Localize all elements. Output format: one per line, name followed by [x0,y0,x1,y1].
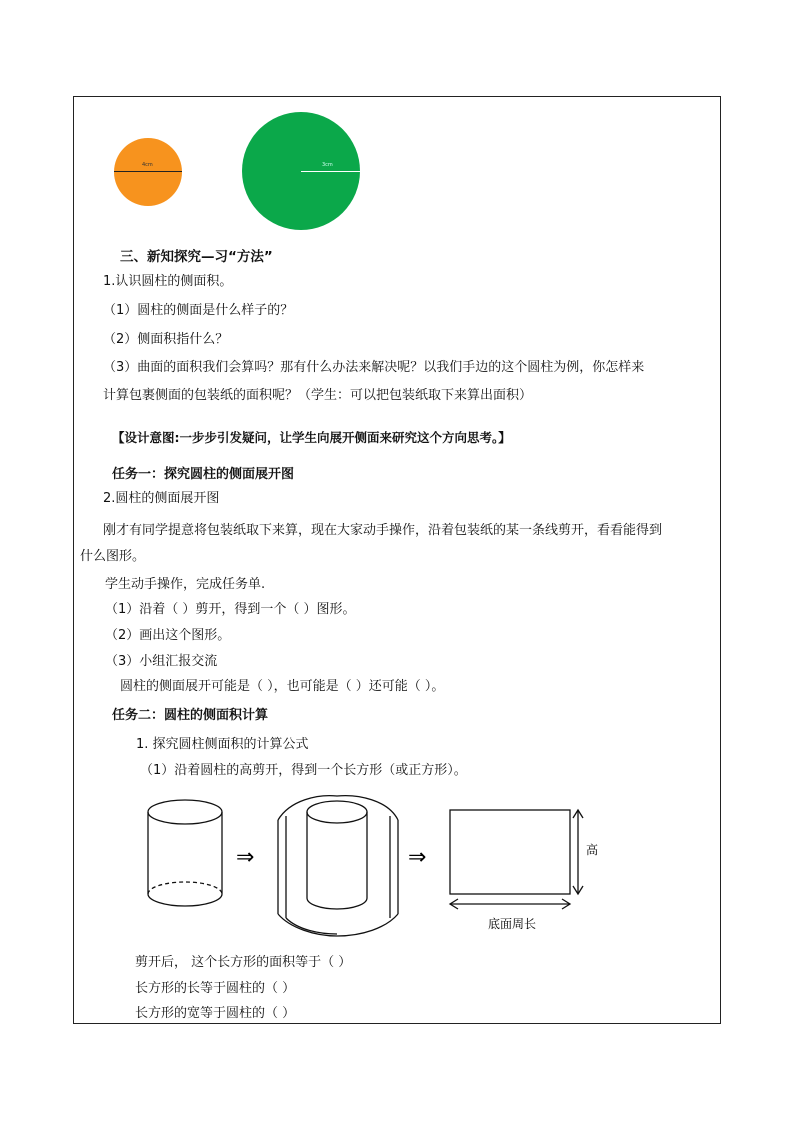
section3-q3-line1: （3）曲面的面积我们会算吗？那有什么办法来解决呢？以我们手边的这个圆柱为例，你怎样来 [103,360,645,375]
task2-blank1: 剪开后， 这个长方形的面积等于（ ） [135,955,352,970]
task1-heading: 任务一：探究圆柱的侧面展开图 [112,467,295,482]
base-circumference-label: 底面周长 [488,917,537,931]
task1-para-line2: 什么图形。 [80,549,146,564]
task1-result: 圆柱的侧面展开可能是（ ），也可能是（ ）还可能（ ）。 [120,679,445,694]
section3-q2: （2）侧面积指什么？ [103,332,229,347]
task1-s3: （3）小组汇报交流 [105,654,218,669]
arrow-2: ⇒ [408,845,427,870]
cylinder-shape [148,800,222,906]
task1-s2: （2）画出这个图形。 [105,628,231,643]
task1-para-line1: 刚才有同学提意将包装纸取下来算，现在大家动手操作，沿着包装纸的某一条线剪开，看看能得到 [103,523,663,538]
section3-item1: 1.认识圆柱的侧面积。 [103,274,233,289]
task2-step1: （1）沿着圆柱的高剪开，得到一个长方形（或正方形）。 [140,763,467,778]
green-circle-radius [301,171,360,172]
task1-s1: （1）沿着（ ）剪开，得到一个（ ）图形。 [105,602,356,617]
section3-q1: （1）圆柱的侧面是什么样子的？ [103,303,294,318]
orange-circle-diameter [114,171,182,172]
task1-instruction: 学生动手操作，完成任务单. [105,577,266,592]
task1-item2: 2.圆柱的侧面展开图 [103,491,220,506]
orange-circle [114,138,182,206]
section3-q3-line2: 计算包裹侧面的包装纸的面积呢？（学生：可以把包装纸取下来算出面积） [103,388,533,403]
arrow-1: ⇒ [236,845,255,870]
task2-blank2: 长方形的长等于圆柱的（ ） [135,981,296,996]
task2-heading: 任务二：圆柱的侧面积计算 [112,708,269,723]
task2-item1: 1. 探究圆柱侧面积的计算公式 [136,737,309,752]
cylinder-unfold-diagram [140,788,610,938]
orange-circle-label: 4cm [142,162,153,168]
section3-heading: 三、新知探究—习“方法” [120,249,273,265]
unfolding-cylinder-shape [278,796,398,936]
height-label: 高 [586,843,599,857]
task2-blank3: 长方形的宽等于圆柱的（ ） [135,1006,296,1021]
design-intent: 【设计意图:一步步引发疑问，让学生向展开侧面来研究这个方向思考。】 [112,430,511,445]
unfolded-rectangle [450,810,583,909]
green-circle-label: 3cm [322,162,333,168]
